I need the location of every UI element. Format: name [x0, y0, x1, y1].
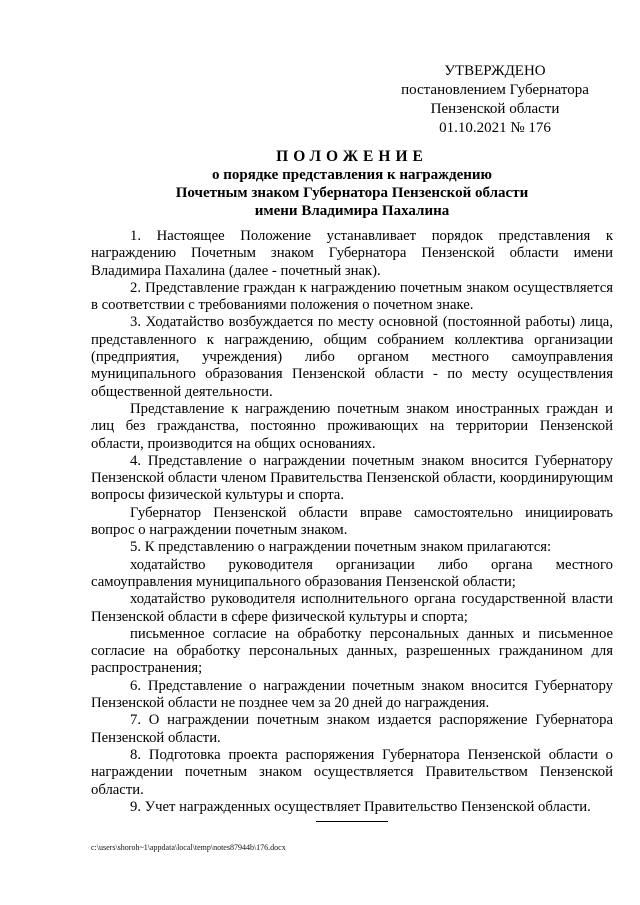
paragraph-5-item-3: письменное согласие на обработку персональных данных и письменное согласие на обработку персональных данных, разрешенных гражданином для распространения; [91, 625, 613, 677]
paragraph-8: 8. Подготовка проекта распоряжения Губернатора Пензенской области о награждении почетным знаком осуществляется Правительством Пензенской области. [91, 746, 613, 798]
file-path-footer: c:\users\shoroh~1\appdata\local\temp\notes87944b\176.docx [91, 843, 286, 852]
approval-stamp [392, 62, 598, 138]
paragraph-3-foreigners: Представление к награждению почетным знаком иностранных граждан и лиц без гражданства, постоянно проживающих на территории Пензенской области, производится на общих основаниях. [91, 400, 613, 452]
document-subtitle-line1: о порядке представления к награждению [211, 167, 493, 183]
paragraph-9: 9. Учет награжденных осуществляет Правительство Пензенской области. [130, 798, 591, 815]
paragraph-4-governor: Губернатор Пензенской области вправе самостоятельно инициировать вопрос о награждении почетным знаком. [91, 504, 613, 539]
end-separator-text [316, 806, 393, 822]
approval-date-number: 01.10.2021 № 176 [439, 120, 551, 136]
document-subtitle-line2: Почетным знаком Губернатора Пензенской области [175, 185, 529, 201]
paragraph-5-item-1: ходатайство руководителя организации либо органа местного самоуправления муниципального образования Пензенской области; [91, 556, 613, 590]
document-subtitle-line3: имени Владимира Пахалина [254, 203, 450, 219]
paragraph-5: 5. К представлению о награждении почетным знаком прилагаются: [130, 539, 552, 556]
paragraph-6: 6. Представление о награждении почетным знаком вносится Губернатору Пензенской области не позднее чем за 20 дней до награждения. [91, 677, 613, 712]
approval-authority: постановлением Губернатора [401, 82, 589, 98]
paragraph-5-item-2: ходатайство руководителя исполнительного органа государственной власти Пензенской области в сфере физической культуры и спорта; [91, 591, 613, 625]
paragraph-1: 1. Настоящее Положение устанавливает порядок представления к награждению Почетным знаком Губернатора Пензенской области имени Владимира Пахалина (далее - почетный знак). [91, 228, 613, 279]
paragraph-7: 7. О награждении почетным знаком издается распоряжение Губернатора Пензенской области. [91, 712, 613, 746]
document-body [91, 228, 613, 816]
document-title: ПОЛОЖЕНИЕ [276, 148, 428, 165]
paragraph-3: 3. Ходатайство возбуждается по месту основной (постоянной работы) лица, представленного к награждению, общим собранием коллектива организации (предприятия, учреждения) либо органом местного самоуправления муниципального образования Пензенской области - по месту осуществления общественной деятельности. [91, 314, 613, 400]
approval-title: УТВЕРЖДЕНО [444, 63, 546, 79]
approval-region: Пензенской области [430, 101, 560, 117]
paragraph-4: 4. Представление о награждении почетным знаком вносится Губернатору Пензенской области членом Правительства Пензенской области, координирующим вопросы физической культуры и спорта. [91, 452, 613, 504]
paragraph-2: 2. Представление граждан к награждению почетным знаком осуществляется в соответствии с требованиями положения о почетном знаке. [91, 279, 613, 314]
document-heading [92, 148, 612, 220]
